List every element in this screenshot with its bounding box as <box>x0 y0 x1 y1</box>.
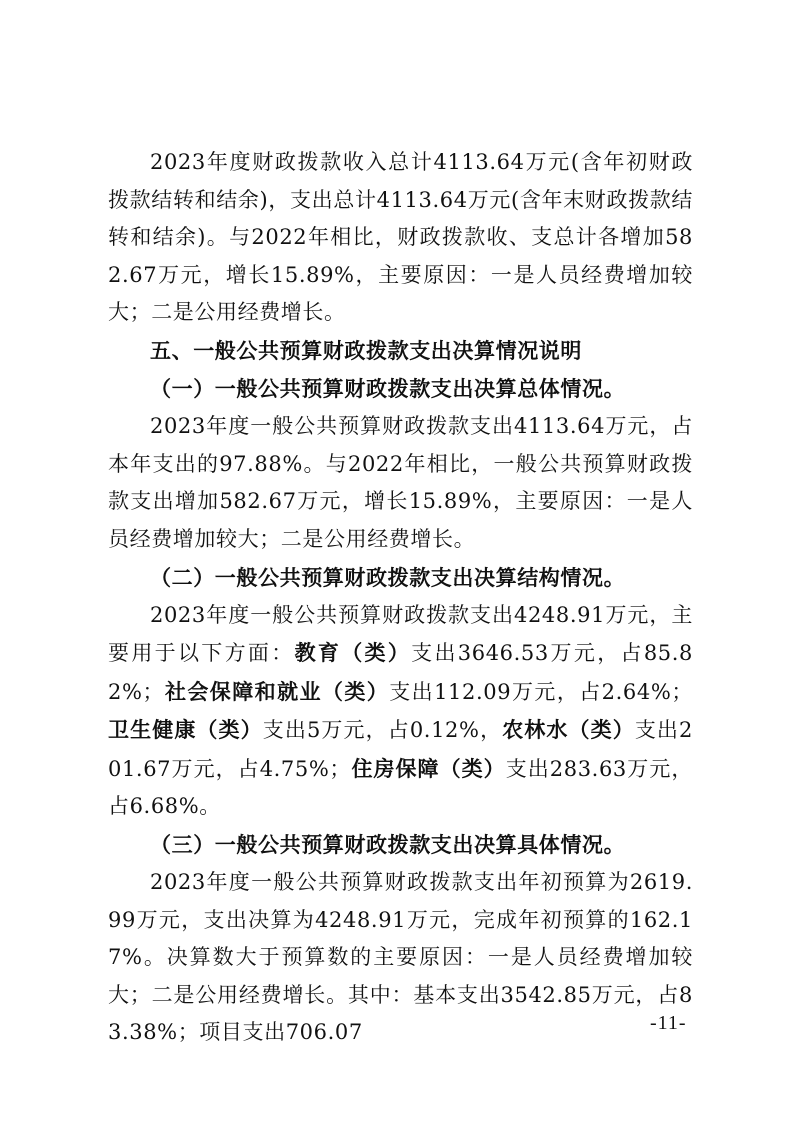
category-health-text: 支出5万元，占0.12%， <box>262 718 503 742</box>
category-education-text: 支出3646.53万元，占85.82%； <box>108 641 693 704</box>
subheading-overall: （一）一般公共预算财政拨款支出决算总体情况。 <box>150 376 626 401</box>
category-housing-text: 支出283.63万元，占6.68%。 <box>108 756 693 818</box>
category-health-label: 卫生健康（类） <box>108 717 263 742</box>
page-number: -11- <box>650 1012 687 1034</box>
paragraph-overall: 2023年度一般公共预算财政拨款支出4113.64万元，占本年支出的97.88%。与2022年相比，一般公共预算财政拨款支出增加582.67万元，增长15.89%，主要原因：一是人员经费增加较大；二是公用经费增长。 <box>108 414 693 551</box>
category-housing-label: 住房保障（类） <box>351 755 506 781</box>
category-agriculture-text: 支出201.67万元，占4.75%； <box>108 718 694 781</box>
paragraph-structure <box>108 597 693 826</box>
paragraph-detail: 2023年度一般公共预算财政拨款支出年初预算为2619.99万元，支出决算为4248.91万元，完成年初预算的162.17%。决算数大于预算数的主要原因：一是人员经费增加较大；二是公用经费增长。其中：基本支出3542.85万元，占83.38%；项目支出706.07 <box>108 870 693 1044</box>
category-agriculture-label: 农林水（类） <box>502 717 635 742</box>
category-social-security-text: 支出112.09万元，占2.64%； <box>389 679 693 704</box>
document-body <box>108 144 693 1052</box>
paragraph-revenue-summary: 2023年度财政拨款收入总计4113.64万元(含年初财政拨款结转和结余)，支出总计4113.64万元(含年末财政拨款结转和结余)。与2022年相比，财政拨款收、支总计各增加582.67万元，增长15.89%，主要原因：一是人员经费增加较大；二是公用经费增长。 <box>108 150 693 324</box>
category-social-security-label: 社会保障和就业（类） <box>164 678 390 704</box>
category-education-label: 教育（类） <box>294 640 412 665</box>
section-heading-5: 五、一般公共预算财政拨款支出决算情况说明 <box>150 338 582 363</box>
subheading-structure: （二）一般公共预算财政拨款支出决算结构情况。 <box>150 564 626 590</box>
subheading-detail: （三）一般公共预算财政拨款支出决算具体情况。 <box>150 832 626 857</box>
structure-intro: 2023年度一般公共预算财政拨款支出4248.91万元，主要用于以下方面： <box>108 602 693 665</box>
